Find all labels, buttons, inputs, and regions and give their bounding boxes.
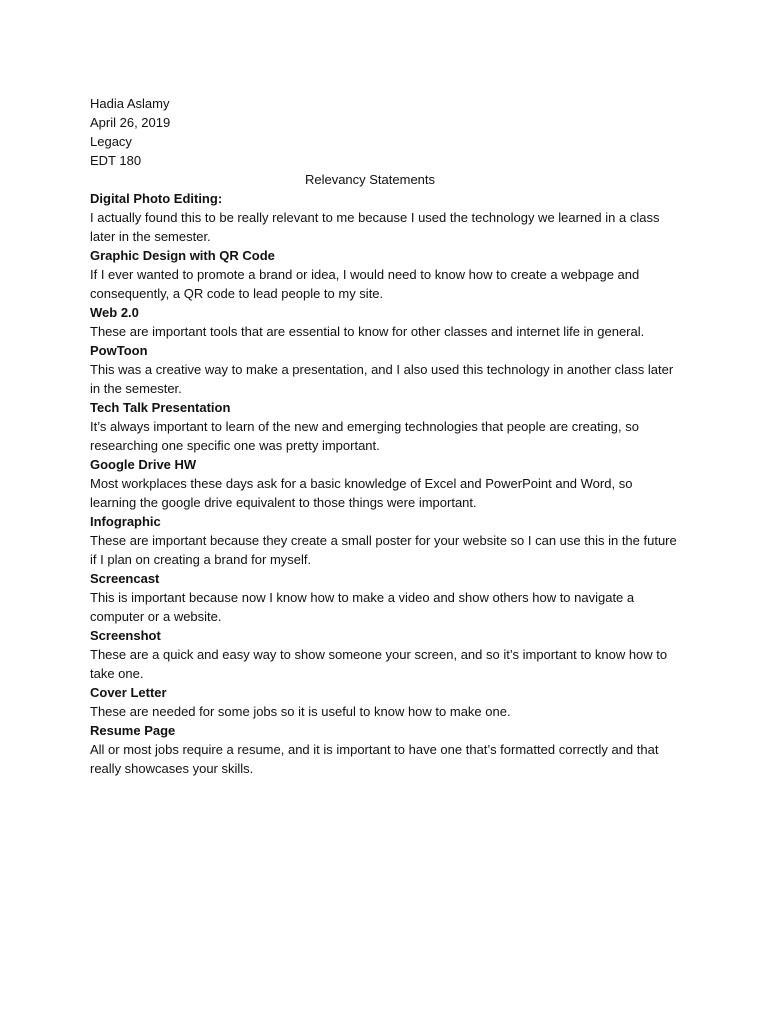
section-heading: Digital Photo Editing: — [90, 191, 223, 206]
section-body: These are important because they create a small poster for your website so I can use this in the future if I plan on creating a brand for myself. — [90, 533, 677, 567]
document-date: April 26, 2019 — [90, 115, 171, 130]
section-body: This was a creative way to make a presentation, and I also used this technology in another class later in the semester. — [90, 362, 674, 396]
section-heading: Tech Talk Presentation — [90, 400, 231, 415]
section-body: All or most jobs require a resume, and it is important to have one that’s formatted correctly and that really showcases your skills. — [90, 742, 659, 776]
document-title: Relevancy Statements — [304, 172, 436, 187]
section-body: These are needed for some jobs so it is useful to know how to make one. — [90, 704, 511, 719]
section-body: If I ever wanted to promote a brand or idea, I would need to know how to create a webpage and consequently, a QR code to lead people to my site. — [90, 267, 640, 301]
section-heading: Screenshot — [90, 628, 161, 643]
document-page — [90, 94, 690, 778]
section — [90, 341, 690, 398]
section-heading: PowToon — [90, 343, 148, 358]
section-heading: Graphic Design with QR Code — [90, 248, 275, 263]
section — [90, 626, 690, 683]
course-code: EDT 180 — [90, 153, 142, 168]
section-heading: Infographic — [90, 514, 161, 529]
section — [90, 189, 690, 246]
section — [90, 512, 690, 569]
section — [90, 721, 690, 778]
section-heading: Google Drive HW — [90, 457, 197, 472]
section — [90, 569, 690, 626]
section-body: These are important tools that are essential to know for other classes and internet life in general. — [90, 324, 645, 339]
section-heading: Web 2.0 — [90, 305, 139, 320]
section — [90, 398, 690, 455]
section-body: I actually found this to be really relevant to me because I used the technology we learned in a class later in the semester. — [90, 210, 660, 244]
section — [90, 303, 690, 341]
author-name: Hadia Aslamy — [90, 96, 170, 111]
section-body: This is important because now I know how to make a video and show others how to navigate a computer or a website. — [90, 590, 635, 624]
section-heading: Screencast — [90, 571, 160, 586]
section-heading: Resume Page — [90, 723, 176, 738]
section-body: Most workplaces these days ask for a basic knowledge of Excel and PowerPoint and Word, so learning the google drive equivalent to those things were important. — [90, 476, 633, 510]
section-body: These are a quick and easy way to show someone your screen, and so it’s important to know how to take one. — [90, 647, 668, 681]
section — [90, 683, 690, 721]
section — [90, 246, 690, 303]
section-heading: Cover Letter — [90, 685, 167, 700]
section-body: It’s always important to learn of the new and emerging technologies that people are creating, so researching one specific one was pretty important. — [90, 419, 639, 453]
section — [90, 455, 690, 512]
assignment-name: Legacy — [90, 134, 132, 149]
